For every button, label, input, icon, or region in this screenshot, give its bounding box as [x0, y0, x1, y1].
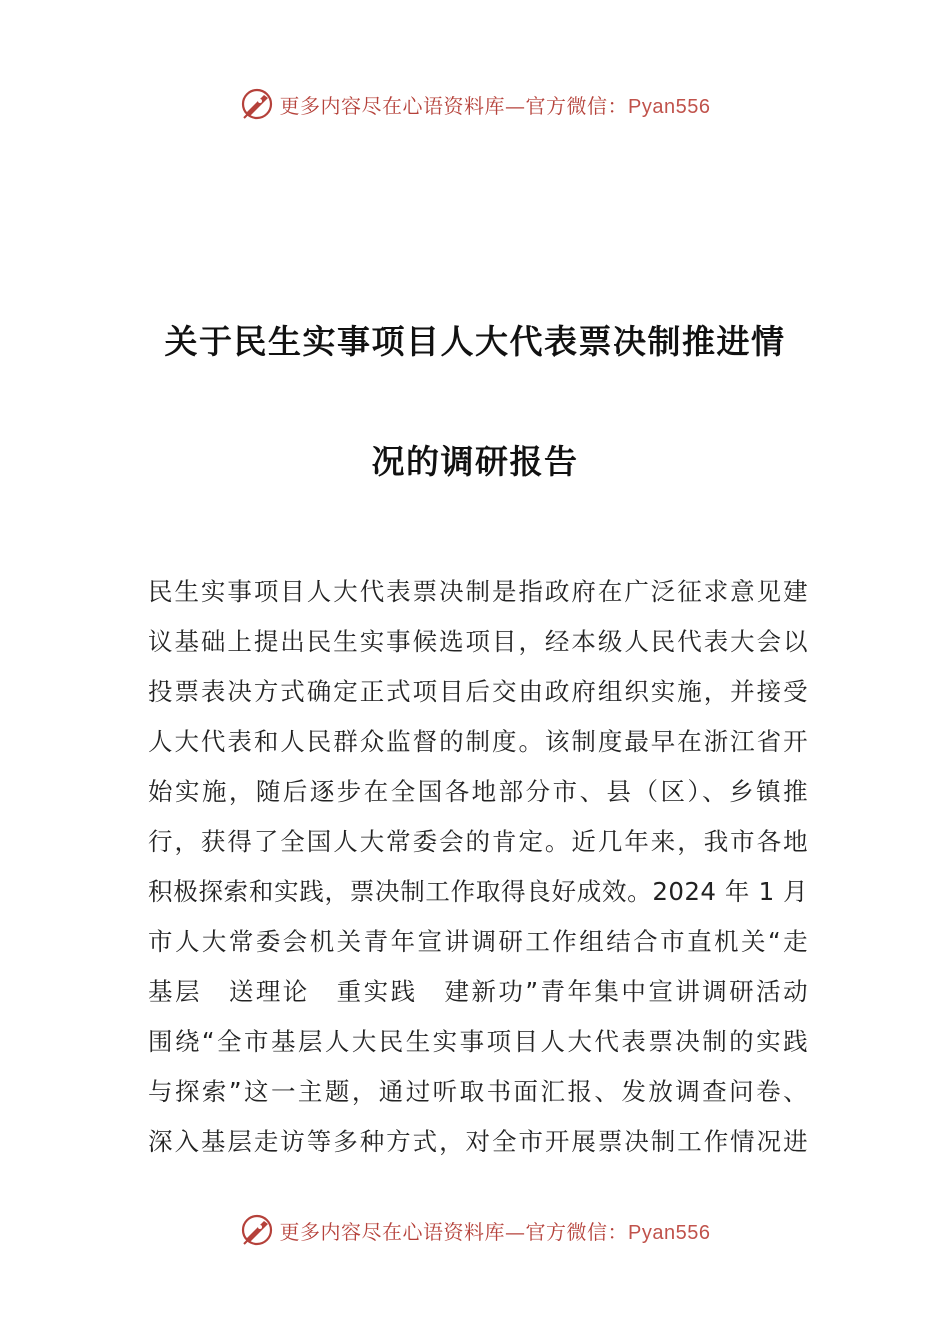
paragraph-line: 议基础上提出民生实事候选项目，经本级人民代表大会以 [148, 627, 808, 656]
paragraph-line: 深入基层走访等多种方式，对全市开展票决制工作情况进 [148, 1127, 808, 1156]
paragraph-line: 与探索”这一主题，通过听取书面汇报、发放调查问卷、 [148, 1077, 808, 1106]
document-title-line-2: 况的调研报告 [371, 442, 579, 481]
document-body-paragraph [148, 567, 808, 1167]
footer-watermark-banner [0, 1210, 950, 1250]
header-wechat-id: Pyan556 [628, 95, 711, 118]
pen-logo-icon [240, 87, 274, 121]
header-banner-text: 更多内容尽在心语资料库—官方微信：Pyan556 [279, 93, 711, 118]
document-title-line-1: 关于民生实事项目人大代表票决制推进情 [164, 322, 786, 361]
paragraph-line: 投票表决方式确定正式项目后交由政府组织实施，并接受 [148, 677, 808, 706]
footer-banner-text: 更多内容尽在心语资料库—官方微信：Pyan556 [279, 1219, 711, 1244]
paragraph-line: 行，获得了全国人大常委会的肯定。近几年来，我市各地 [148, 827, 808, 856]
paragraph-line: 围绕“全市基层人大民生实事项目人大代表票决制的实践 [148, 1027, 808, 1056]
paragraph-line: 人大代表和人民群众监督的制度。该制度最早在浙江省开 [148, 727, 808, 756]
header-watermark-banner [0, 84, 950, 124]
paragraph-line: 基层 送理论 重实践 建新功”青年集中宣讲调研活动 [148, 977, 808, 1006]
paragraph-line: 民生实事项目人大代表票决制是指政府在广泛征求意见建 [148, 577, 808, 606]
paragraph-line: 市人大常委会机关青年宣讲调研工作组结合市直机关“走 [148, 927, 808, 956]
footer-wechat-id: Pyan556 [628, 1221, 711, 1244]
pen-logo-icon [240, 1213, 274, 1247]
paragraph-line: 积极探索和实践，票决制工作取得良好成效。2024 年 1 月 [148, 877, 808, 906]
paragraph-line: 始实施，随后逐步在全国各地部分市、县（区）、乡镇推 [148, 777, 808, 806]
